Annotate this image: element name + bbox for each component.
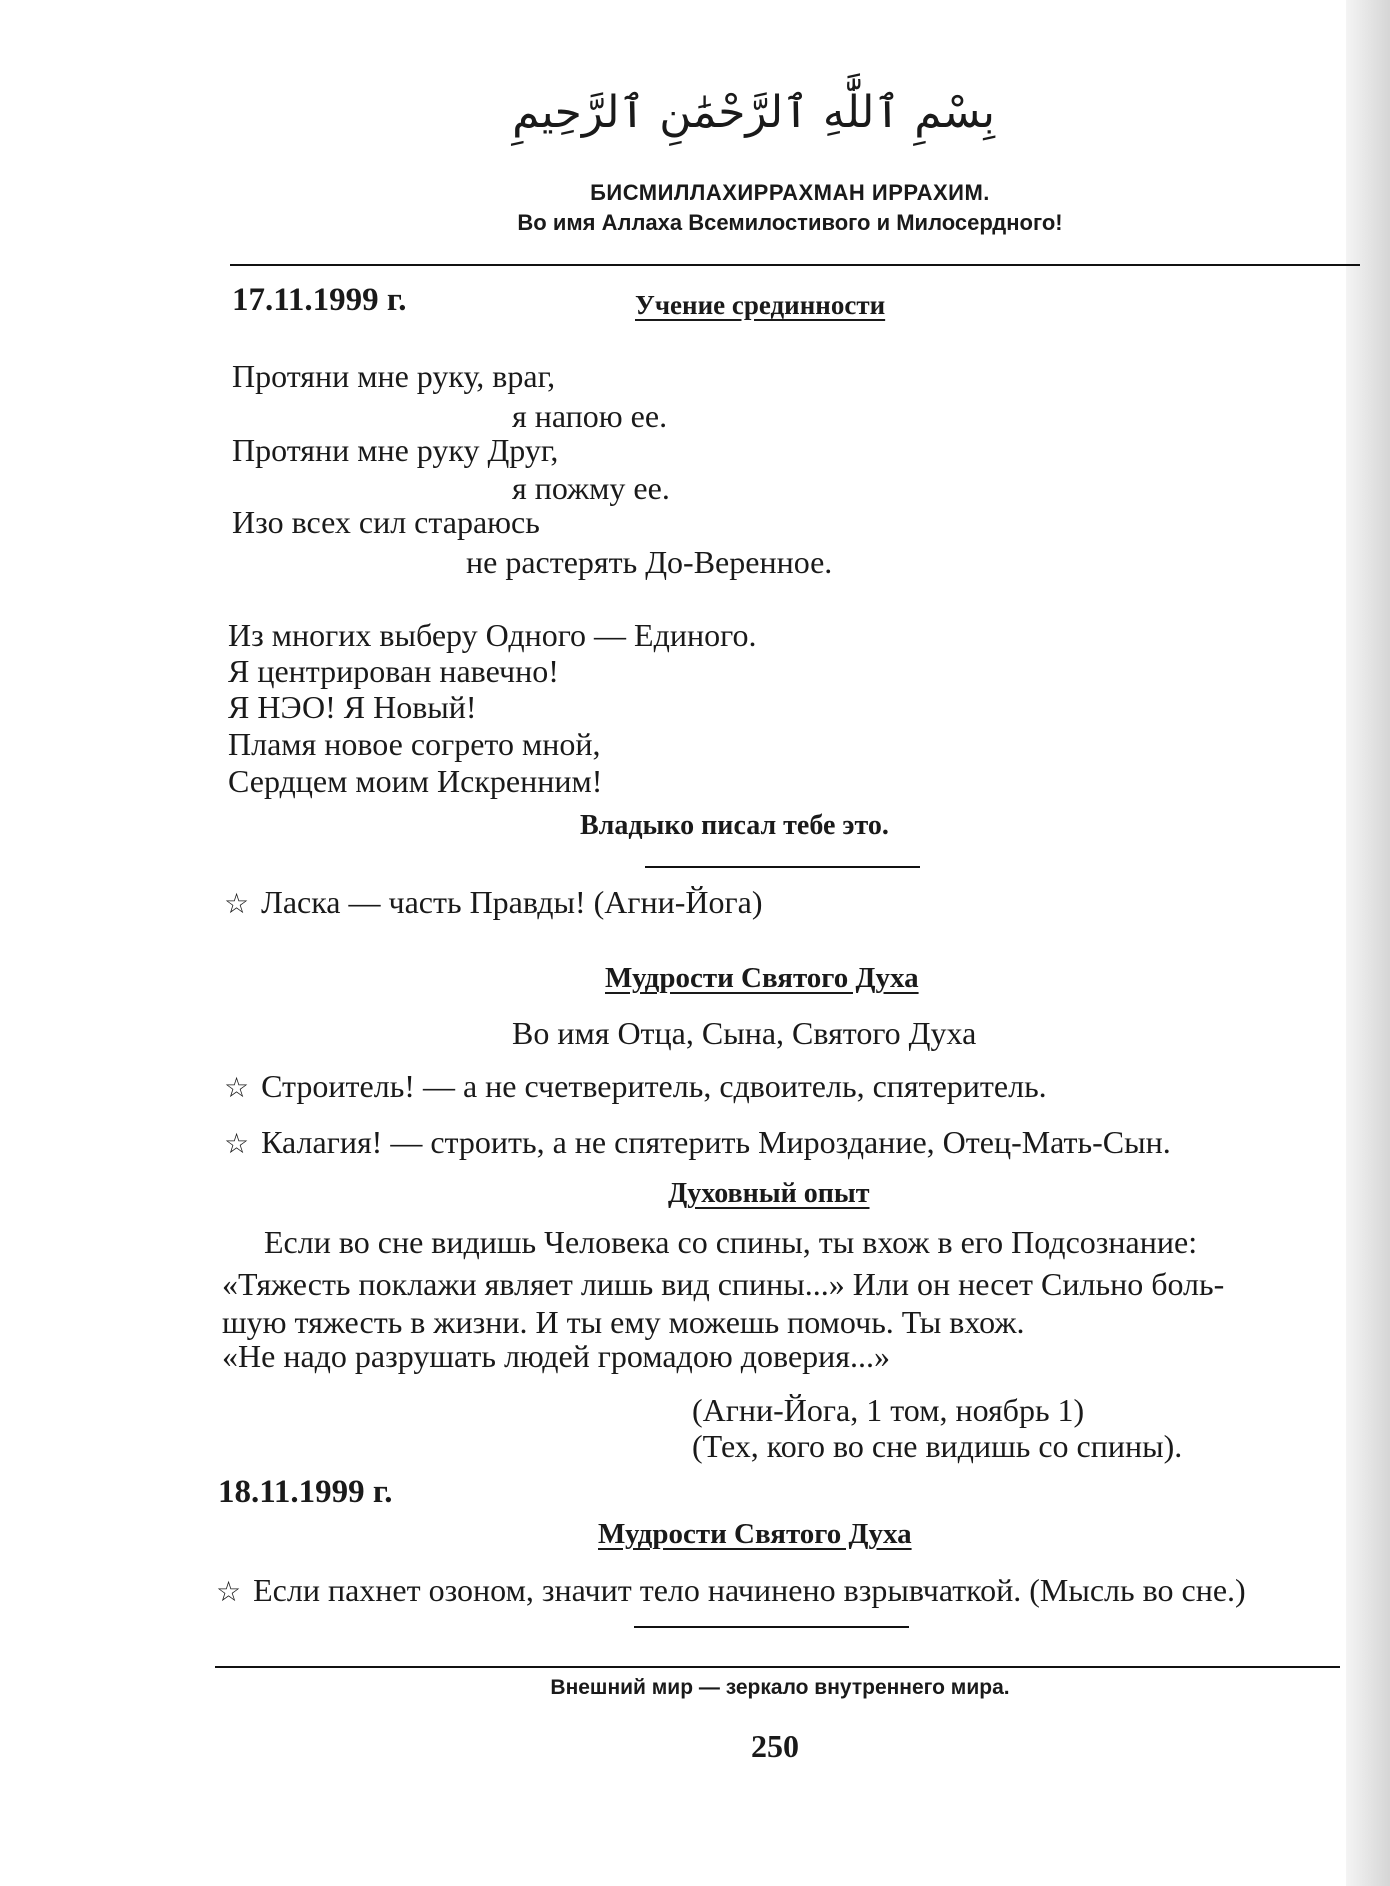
- wisdom-item: [224, 1124, 1171, 1163]
- poem-line: Из многих выберу Одного — Единого.: [228, 617, 757, 653]
- wisdom-item-text: Строитель! — а не счетверитель, сдвоитель, спятеритель.: [261, 1068, 1047, 1104]
- wisdom-item-text: Калагия! — строить, а не спятерить Мироздание, Отец-Мать-Сын.: [261, 1124, 1171, 1160]
- star-bullet-icon: ☆: [224, 1129, 250, 1160]
- poem-line: Изо всех сил стараюсь: [232, 504, 540, 540]
- signature-line: Владыко писал тебе это.: [580, 810, 889, 841]
- section-heading: Учение срединности: [635, 290, 886, 320]
- header-subtitle: Во имя Аллаха Всемилостивого и Милосердного!: [517, 210, 1063, 235]
- header-title: БИСМИЛЛАХИРРАХМАН ИРРАХИМ.: [590, 180, 990, 205]
- basmala-calligraphy: بِسْمِ ٱللَّٰهِ ٱلرَّحْمَٰنِ ٱلرَّحِيمِ: [512, 87, 995, 138]
- short-divider: [634, 1626, 909, 1628]
- section-heading: Мудрости Святого Духа: [605, 962, 919, 994]
- aphorism: [224, 884, 763, 923]
- wisdom-item: [224, 1068, 1047, 1107]
- star-bullet-icon: ☆: [224, 1073, 250, 1104]
- poem-line: я напою ее.: [512, 398, 668, 434]
- entry-date: 18.11.1999 г.: [218, 1474, 393, 1510]
- section-heading: Духовный опыт: [668, 1178, 870, 1209]
- aphorism-text: Ласка — часть Правды! (Агни-Йога): [261, 884, 763, 920]
- poem-line: Я центрирован навечно!: [228, 653, 559, 689]
- entry-date: 17.11.1999 г.: [232, 282, 407, 318]
- star-bullet-icon: ☆: [216, 1577, 242, 1608]
- citation-line: (Тех, кого во сне видишь со спины).: [692, 1428, 1183, 1464]
- star-bullet-icon: ☆: [224, 889, 250, 920]
- wisdom-item-text: Если пахнет озоном, значит тело начинено взрывчаткой. (Мысль во сне.): [253, 1572, 1246, 1608]
- footer-motto: Внешний мир — зеркало внутреннего мира.: [550, 1676, 1010, 1699]
- paragraph-line: «Тяжесть поклажи являет лишь вид спины...» Или он несет Сильно боль-: [222, 1266, 1225, 1302]
- poem-line: я пожму ее.: [512, 470, 670, 506]
- scan-page-edge: [1346, 0, 1390, 1886]
- page-number: 250: [751, 1728, 799, 1764]
- footer-divider: [215, 1666, 1340, 1668]
- invocation: Во имя Отца, Сына, Святого Духа: [512, 1015, 977, 1051]
- poem-line: не растерять До-Веренное.: [466, 544, 833, 580]
- poem-line: Я НЭО! Я Новый!: [228, 689, 477, 725]
- poem-line: Пламя новое согрето мной,: [228, 726, 601, 762]
- wisdom-item: [216, 1572, 1246, 1611]
- section-heading: Мудрости Святого Духа: [598, 1518, 912, 1550]
- poem-line: Протяни мне руку Друг,: [232, 432, 559, 468]
- header-divider: [230, 264, 1360, 266]
- poem-line: Сердцем моим Искренним!: [228, 763, 603, 799]
- short-divider: [645, 866, 920, 868]
- poem-line: Протяни мне руку, враг,: [232, 358, 556, 394]
- paragraph-line: шую тяжесть в жизни. И ты ему можешь помочь. Ты вхож.: [222, 1304, 1025, 1340]
- paragraph-line: Если во сне видишь Человека со спины, ты вхож в его Подсознание:: [264, 1224, 1198, 1260]
- paragraph-line: «Не надо разрушать людей громадою доверия...»: [222, 1338, 890, 1374]
- citation-line: (Агни-Йога, 1 том, ноябрь 1): [692, 1392, 1085, 1428]
